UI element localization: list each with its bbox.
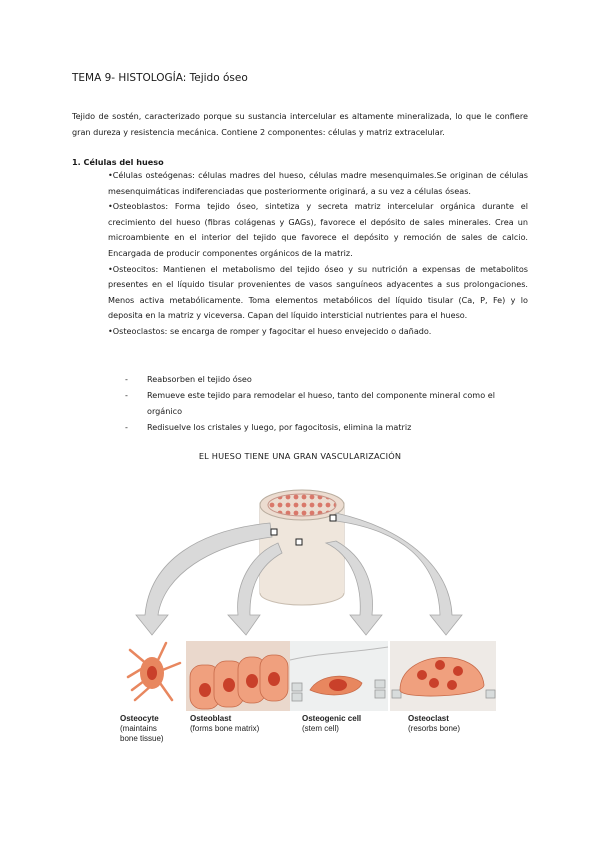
osteoclasts-paragraph: •Osteoclastos: se encarga de romper y fagocitar el hueso envejecido o dañado. — [108, 325, 432, 336]
osteoclast-point-text: Remueve este tejido para remodelar el hueso, tanto del componente mineral como el orgánico — [147, 390, 495, 416]
osteoclast-point-text: Reabsorben el tejido óseo — [147, 374, 252, 384]
osteoblast-illustration — [186, 641, 290, 711]
osteocytes-paragraph: •Osteocitos: Mantienen el metabolismo del tejido óseo y su nutrición a expensas de metabolitos presentes en el líquido tisular provenientes de vasos sanguíneos adyacentes a sus prolongaciones. Menos activa metabólicamente. Toma elementos metabólicos del líquido tisular (Ca, P, Fe) y lo deposita en la matriz y viceversa. Capan del líquido intersticial nutrientes para el hueso. — [108, 263, 528, 321]
section-heading: 1. Células del hueso — [72, 157, 164, 167]
caption-osteoclast: Osteoclast (resorbs bone) — [408, 714, 461, 733]
osteoclast-point-text: Redisuelve los cristales y luego, por fagocitosis, elimina la matriz — [147, 422, 412, 432]
dash-bullet: - — [125, 422, 128, 432]
intro-paragraph: Tejido de sostén, caracterizado porque su sustancia intercelular es altamente mineralizada, lo que le confiere gran dureza y resistencia mecánica. Contiene 2 componentes: células y matriz extracelular. — [72, 111, 528, 137]
osteogenic-cell-illustration — [290, 641, 388, 711]
osteocyte-illustration — [128, 643, 180, 700]
figure-title: EL HUESO TIENE UNA GRAN VASCULARIZACIÓN — [198, 451, 402, 461]
dash-bullet: - — [125, 390, 128, 400]
osteogenic-cells-paragraph: •Células osteógenas: células madres del hueso, células madre mesenquimales.Se originan de células mesenquimáticas indiferenciadas que posteriormente originará, a su vez a células óseas. — [108, 170, 528, 196]
page-title: TEMA 9- HISTOLOGÍA: Tejido óseo — [72, 72, 248, 84]
caption-osteogenic-cell: Osteogenic cell (stem cell) — [302, 714, 362, 733]
osteoblasts-paragraph: •Osteoblastos: Forma tejido óseo, sintetiza y secreta matriz intercelular orgánica durante el crecimiento del hueso (fibras colágenas y GAGs), favorece el depósito de sales minerales. Crea un microambiente en el interior del tejido que favorece el depósito y remoción de sales de calcio. Encargada de producir componentes orgánicos de la matriz. — [108, 201, 528, 258]
caption-osteocyte: Osteocyte (maintains bone tissue) — [120, 714, 164, 743]
dash-bullet: - — [125, 374, 128, 384]
caption-osteoblast: Osteoblast (forms bone matrix) — [190, 714, 260, 733]
osteoclast-illustration — [390, 641, 496, 711]
cell-list — [108, 168, 528, 340]
